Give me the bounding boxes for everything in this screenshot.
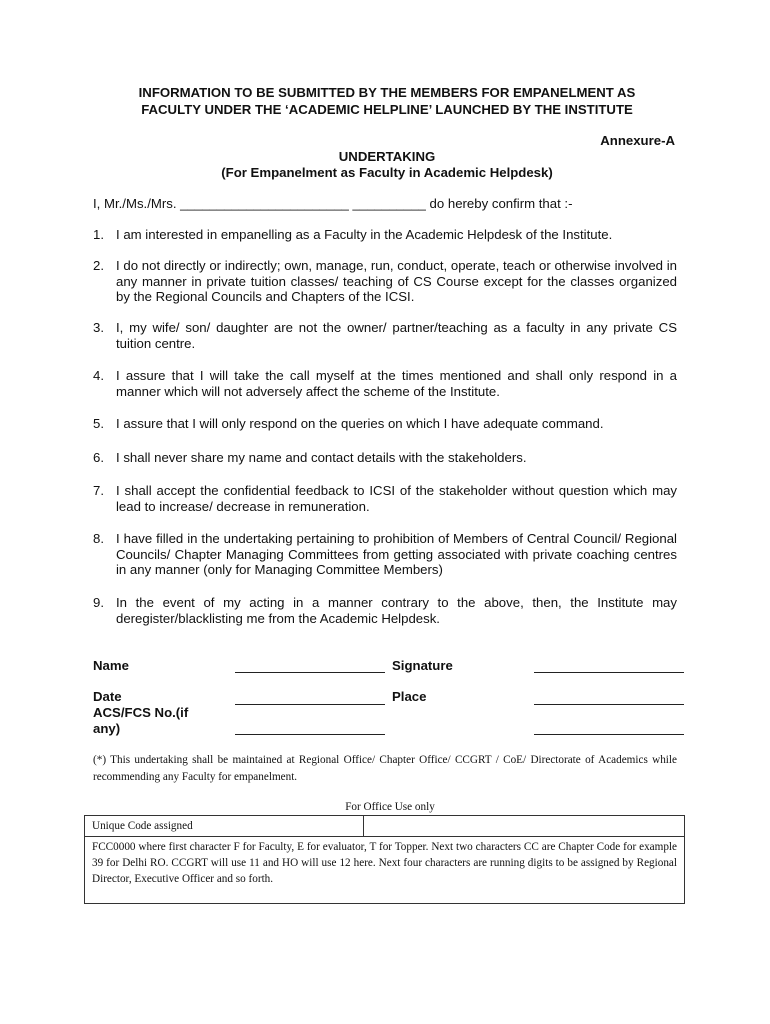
list-item (93, 483, 677, 514)
list-item (93, 416, 677, 432)
acs-fcs-label-line-2: any) (93, 721, 121, 736)
extra-field-line[interactable] (534, 734, 684, 735)
item-number: 9. (93, 595, 104, 610)
table-row (85, 816, 685, 837)
item-text: I do not directly or indirectly; own, manage, run, conduct, operate, teach or otherwise involved in any manner in private tuition classes/ teaching of CS Course except for the classes organized by the Regional Councils and Chapters of the ICSI. (116, 258, 677, 305)
item-number: 6. (93, 450, 104, 465)
name-label: Name (93, 658, 129, 673)
heading-main: UNDERTAKING (338, 149, 436, 164)
list-item (93, 227, 677, 243)
place-label: Place (392, 689, 427, 704)
code-description: FCC0000 where first character F for Faculty, E for evaluator, T for Topper. Next two characters CC are Chapter Code for example 39 for Delhi RO. CCGRT will use 11 and HO will use 12 here. Next four characters are running digits to be assigned by Regional Director, Executive Officer and so forth. (85, 837, 685, 904)
signature-label: Signature (392, 658, 453, 673)
item-number: 5. (93, 416, 104, 431)
name-field-line[interactable] (235, 672, 385, 673)
list-item (93, 320, 677, 351)
item-number: 4. (93, 368, 104, 383)
item-number: 1. (93, 227, 104, 242)
undertaking-heading (90, 149, 684, 181)
item-text: I assure that I will take the call myself at the times mentioned and shall only respond in a manner which will not adversely affect the scheme of the Institute. (116, 368, 677, 399)
item-text: I am interested in empanelling as a Faculty in the Academic Helpdesk of the Institute. (116, 227, 613, 242)
list-item (93, 450, 677, 466)
item-number: 8. (93, 531, 104, 546)
title-line-2: FACULTY UNDER THE ‘ACADEMIC HELPLINE’ LAUNCHED BY THE INSTITUTE (141, 102, 633, 117)
acs-fcs-field-line[interactable] (235, 734, 385, 735)
item-number: 2. (93, 258, 104, 273)
office-use-heading: For Office Use only (345, 801, 435, 813)
intro-statement: I, Mr./Ms./Mrs. _______________________ __________ do hereby confirm that :- (93, 196, 573, 211)
item-text: I shall accept the confidential feedback to ICSI of the stakeholder without question which may lead to increase/ decrease in remuneration. (116, 483, 677, 514)
office-use-table (84, 815, 685, 904)
date-field-line[interactable] (235, 704, 385, 705)
acs-fcs-label-line-1: ACS/FCS No.(if (93, 705, 189, 720)
date-label: Date (93, 689, 122, 704)
table-row (85, 837, 685, 904)
list-item (93, 595, 677, 626)
unique-code-label: Unique Code assigned (85, 816, 364, 837)
item-text: In the event of my acting in a manner contrary to the above, then, the Institute may deregister/blacklisting me from the Academic Helpdesk. (116, 595, 677, 626)
signature-field-line[interactable] (534, 672, 684, 673)
item-text: I assure that I will only respond on the queries on which I have adequate command. (116, 416, 604, 431)
list-item (93, 368, 677, 399)
heading-sub: (For Empanelment as Faculty in Academic Helpdesk) (221, 165, 553, 180)
acs-fcs-label (93, 705, 188, 737)
item-text: I shall never share my name and contact details with the stakeholders. (116, 450, 527, 465)
place-field-line[interactable] (534, 704, 684, 705)
annexure-label: Annexure-A (600, 133, 675, 148)
item-number: 3. (93, 320, 104, 335)
item-text: I have filled in the undertaking pertaining to prohibition of Members of Central Council/ Regional Councils/ Chapter Managing Committees from getting associated with private coaching centres in any manner (only for Managing Committee Members) (116, 531, 677, 578)
list-item (93, 258, 677, 305)
item-text: I, my wife/ son/ daughter are not the owner/ partner/teaching as a faculty in any private CS tuition centre. (116, 320, 677, 351)
item-number: 7. (93, 483, 104, 498)
list-item (93, 531, 677, 578)
document-title (90, 84, 684, 118)
maintenance-note: (*) This undertaking shall be maintained at Regional Office/ Chapter Office/ CCGRT / CoE/ Directorate of Academics while recommending any Faculty for empanelment. (93, 754, 677, 783)
unique-code-value[interactable] (364, 816, 685, 837)
title-line-1: INFORMATION TO BE SUBMITTED BY THE MEMBERS FOR EMPANELMENT AS (138, 85, 636, 100)
